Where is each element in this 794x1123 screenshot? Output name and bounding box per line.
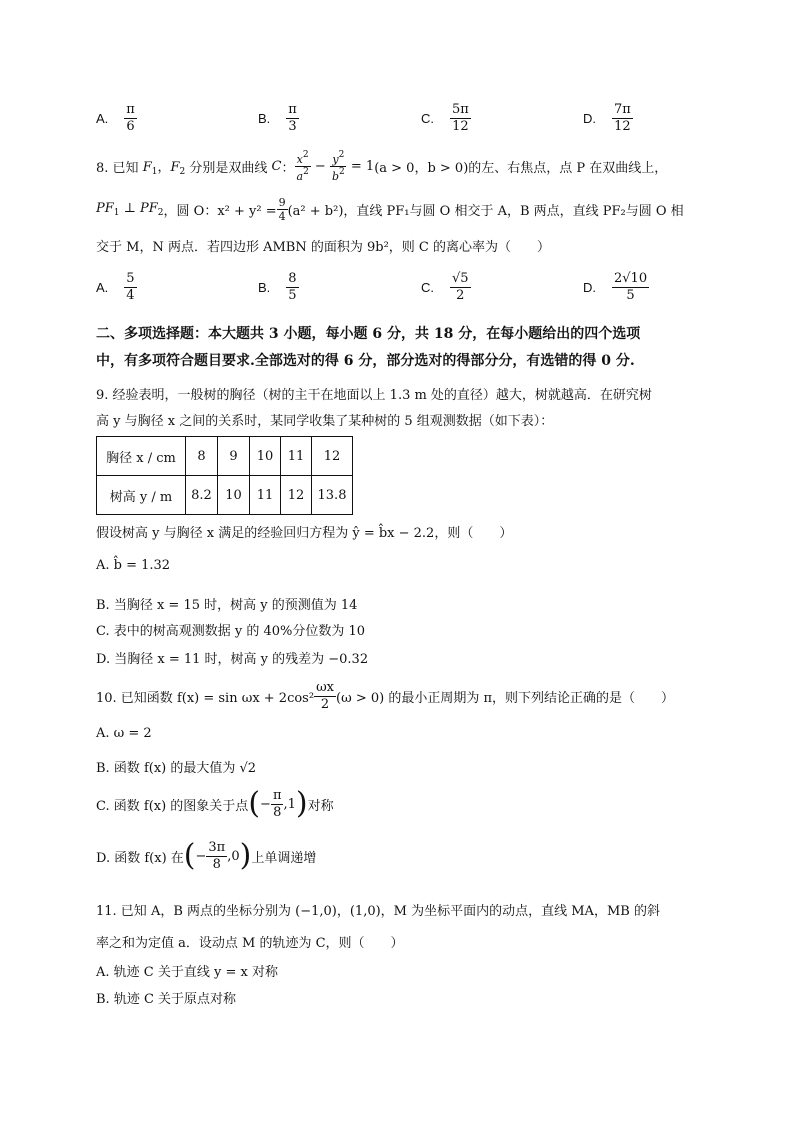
q7-option-d bbox=[583, 98, 633, 138]
minus-sign: − bbox=[260, 796, 271, 812]
option-label: A. bbox=[96, 279, 109, 295]
table-cell: 12 bbox=[312, 437, 353, 476]
observation-table bbox=[96, 436, 353, 515]
table-cell: 8.2 bbox=[186, 476, 218, 515]
q8-options bbox=[96, 267, 716, 307]
coord-second: ,1 bbox=[283, 796, 296, 812]
section-2-heading-line-2: 中，有多项符合题目要求.全部选对的得 6 分，部分选对的得部分分，有选错的得 0 分. bbox=[96, 353, 635, 369]
q8-option-b bbox=[258, 267, 299, 307]
q10-stem: 10. 已知函数 f(x) = sin ωx + 2cos² $\frac{\omega x}{2}$ (ω > 0) 的最小正周期为 π，则下列结论正确的是（ ） bbox=[96, 680, 674, 712]
fraction: $\frac{\pi}{3}$ bbox=[288, 101, 297, 134]
option-label: A. bbox=[96, 110, 109, 126]
q10-option-a: A. ω = 2 bbox=[96, 726, 152, 741]
fraction: $\frac{9}{4}$ bbox=[278, 196, 286, 224]
option-label: B. bbox=[258, 110, 271, 126]
table-cell: 12 bbox=[281, 476, 312, 515]
q11-option-a: A. 轨迹 C 关于直线 y = x 对称 bbox=[96, 965, 278, 980]
table-header-cell: 树高 y / m bbox=[97, 476, 186, 515]
q8-option-d bbox=[583, 267, 649, 307]
fraction: $\frac{7\pi}{12}$ bbox=[614, 101, 631, 134]
q8-option-a bbox=[96, 267, 137, 307]
q7-options bbox=[96, 98, 716, 138]
table-cell: 9 bbox=[218, 437, 250, 476]
fraction: $\frac{5}{4}$ bbox=[126, 270, 135, 303]
option-label: D. bbox=[583, 110, 596, 126]
q8-option-c bbox=[421, 267, 471, 307]
option-label: C. bbox=[421, 279, 434, 295]
option-label: B. bbox=[258, 279, 271, 295]
q8-line-2: $PF_1$ ⊥ $PF_2$ ，圆 O：x² + y² = $\frac{9}{4}$ (a² + b²)，直线 PF₁与圆 O 相交于 A，B 两点，直线 PF₂与圆 O 相 bbox=[96, 196, 684, 224]
table-row bbox=[97, 476, 353, 515]
q7-option-c bbox=[421, 98, 471, 138]
hyperbola-equation: C ： $\frac{x^2}{a^2}$ − $\frac{y^2}{b^2}$ = 1 bbox=[271, 150, 375, 184]
fraction: $\frac{3\pi}{8}$ bbox=[208, 840, 226, 872]
q9-option-b: B. 当胸径 x = 15 时，树高 y 的预测值为 14 bbox=[96, 598, 358, 613]
q9-regression-line: 假设树高 y 与胸径 x 满足的经验回归方程为 ŷ = b̂x − 2.2，则（ ） bbox=[96, 526, 513, 541]
q11-line-1: 11. 已知 A，B 两点的坐标分别为 (−1,0)，(1,0)，M 为坐标平面内的动点，直线 MA，MB 的斜 bbox=[96, 904, 660, 919]
left-paren: ( bbox=[248, 786, 261, 822]
q11-line-2: 率之和为定值 a．设动点 M 的轨迹为 C，则（ ） bbox=[96, 936, 404, 951]
q9-option-c: C. 表中的树高观测数据 y 的 40%分位数为 10 bbox=[96, 624, 366, 639]
table-header-cell: 胸径 x / cm bbox=[97, 437, 186, 476]
q9-line-2: 高 y 与胸径 x 之间的关系时，某同学收集了某种树的 5 组观测数据（如下表）： bbox=[96, 414, 554, 429]
table-cell: 11 bbox=[250, 476, 281, 515]
fraction: $\frac{√5}{2}$ bbox=[452, 270, 469, 303]
table-cell: 8 bbox=[186, 437, 218, 476]
perpendicular-condition: $PF_1$ ⊥ $PF_2$ bbox=[96, 201, 164, 219]
q9-option-a: A. b̂ = 1.32 bbox=[96, 558, 171, 573]
table-cell: 11 bbox=[281, 437, 312, 476]
table-row bbox=[97, 437, 353, 476]
table-cell: 13.8 bbox=[312, 476, 353, 515]
q10-option-d: D. 函数 f(x) 在 ( − $\frac{3\pi}{8}$ ,0 ) 上单调递增 bbox=[96, 838, 317, 874]
left-paren: ( bbox=[183, 838, 196, 874]
fraction: $\frac{8}{5}$ bbox=[288, 270, 297, 303]
section-2-heading-line-1: 二、多项选择题：本大题共 3 小题，每小题 6 分，共 18 分，在每小题给出的四个选项 bbox=[96, 326, 641, 342]
q11-option-b: B. 轨迹 C 关于原点对称 bbox=[96, 992, 237, 1007]
option-label: D. bbox=[583, 279, 596, 295]
table-cell: 10 bbox=[250, 437, 281, 476]
fraction: $\frac{\pi}{8}$ bbox=[272, 788, 282, 820]
q10-option-c: C. 函数 f(x) 的图象关于点 ( − $\frac{\pi}{8}$ ,1 ) 对称 bbox=[96, 786, 334, 822]
fraction: $\frac{2√10}{5}$ bbox=[614, 270, 648, 303]
fraction: $\frac{5\pi}{12}$ bbox=[452, 101, 469, 134]
q7-option-b bbox=[258, 98, 299, 138]
fraction: $\frac{\pi}{6}$ bbox=[126, 101, 135, 134]
q7-option-a bbox=[96, 98, 137, 138]
table-cell: 10 bbox=[218, 476, 250, 515]
q8-line-1: 8. 已知 $F_1$，$F_2$ 分别是双曲线 C ： $\frac{x^2}{a^2}$ − $\frac{y^2}{b^2}$ = 1 (a > 0，b > 0)的左、右焦点，点 P 在双曲线上， bbox=[96, 150, 668, 184]
right-paren: ) bbox=[295, 786, 308, 822]
interval-end: ,0 bbox=[227, 848, 240, 864]
minus-sign: − bbox=[195, 848, 207, 864]
q9-line-1: 9. 经验表明，一般树的胸径（树的主干在地面以上 1.3 m 处的直径）越大，树就越高．在研究树 bbox=[96, 388, 652, 403]
q8-line-3: 交于 M，N 两点．若四边形 AMBN 的面积为 9b²，则 C 的离心率为（ ） bbox=[96, 240, 550, 255]
q10-option-b: B. 函数 f(x) 的最大值为 √2 bbox=[96, 761, 257, 776]
option-label: C. bbox=[421, 110, 434, 126]
q9-option-d: D. 当胸径 x = 11 时，树高 y 的残差为 −0.32 bbox=[96, 652, 369, 667]
right-paren: ) bbox=[239, 838, 252, 874]
foci: $F_1$，$F_2$ bbox=[142, 160, 186, 178]
fraction: $\frac{\omega x}{2}$ bbox=[316, 680, 335, 712]
